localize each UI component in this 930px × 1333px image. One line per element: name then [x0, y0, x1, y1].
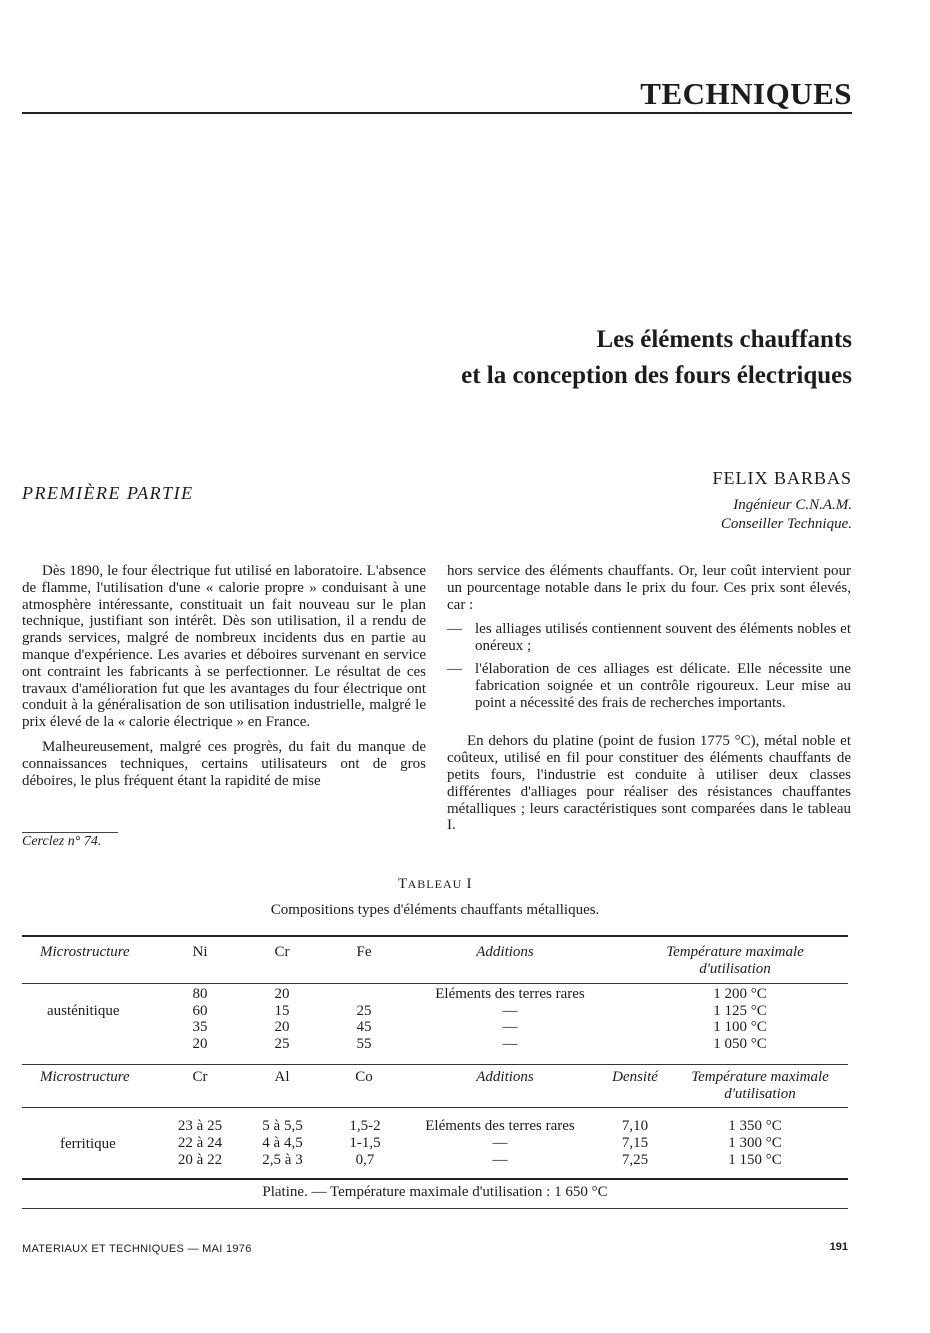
- group-separator: [22, 1064, 848, 1065]
- body-column-left: [22, 563, 426, 797]
- body-column-right: [447, 563, 851, 842]
- cell-ni: 60: [192, 1002, 208, 1019]
- cell-co: 1-1,5: [349, 1135, 381, 1151]
- table-caption: Compositions types d'éléments chauffants métalliques.: [270, 902, 600, 918]
- cell-additions: Eléments des terres rares: [435, 986, 585, 1002]
- header-additions: Additions: [476, 1069, 534, 1085]
- cell-densite: 7,25: [621, 1152, 649, 1168]
- cell-cr: 20 à 22: [177, 1152, 223, 1168]
- table-end-rule: [22, 1208, 848, 1209]
- cell-co: 0,7: [355, 1152, 375, 1168]
- cell-additions: —: [492, 1152, 508, 1168]
- cell-fe: 25: [356, 1002, 372, 1019]
- table-top-rule: [22, 935, 848, 937]
- header-temperature: [630, 944, 840, 977]
- dash-marker: —: [447, 660, 462, 677]
- table-label-initial: T: [397, 876, 408, 892]
- cell-additions: Eléments des terres rares: [425, 1118, 575, 1134]
- header-al: Al: [274, 1069, 290, 1085]
- cell-densite: 7,10: [621, 1118, 649, 1134]
- table-bottom-rule: [22, 1178, 848, 1180]
- header-cr: Cr: [274, 944, 290, 960]
- reader-service-note: Cerclez n° 74.: [22, 834, 102, 849]
- cell-cr: 22 à 24: [177, 1135, 223, 1151]
- cell-additions: —: [502, 1019, 518, 1036]
- section-title: TECHNIQUES: [640, 76, 852, 111]
- paragraph: hors service des éléments chauffants. Or, leur coût intervient pour un pourcentage notable dans le prix du four. Ces prix sont élevés, car :: [447, 563, 851, 613]
- cell-ni: 35: [192, 1019, 208, 1036]
- cell-cr: 20: [274, 1019, 290, 1036]
- cell-temperature: 1 300 °C: [728, 1135, 782, 1151]
- cell-cr: 15: [274, 1002, 290, 1019]
- table-footnote: Platine. — Température maximale d'utilisation : 1 650 °C: [262, 1184, 608, 1200]
- part-label: PREMIÈRE PARTIE: [22, 483, 194, 503]
- cell-al: 5 à 5,5: [262, 1118, 303, 1134]
- cell-fe: 45: [356, 1019, 372, 1036]
- article-title: [461, 322, 852, 394]
- cell-al: 4 à 4,5: [262, 1135, 303, 1151]
- cell-cr: 20: [274, 986, 290, 1002]
- list-item-text: les alliages utilisés contiennent souvent des éléments nobles et onéreux ;: [475, 621, 851, 655]
- table-number: I: [466, 876, 473, 892]
- paragraph: Dès 1890, le four électrique fut utilisé en laboratoire. L'absence de flamme, l'utilisation d'une « calorie propre » conduisant à une atmosphère intéressante, constituait un fait nouveau sur le plan technique, justifiant son intérêt. Dès son utilisation, il a rendu de grands services, malgré de nombreux incidents dus en partie au manque d'expérience. Les avaries et déboires survenant en service ont contraint les fabricants à se perfectionner. Le résultat de ces travaux d'amélioration fut que les avantages du four électrique ont conduit à la généralisation de son utilisation industrielle, malgré le prix élevé de la « calorie électrique » en France.: [22, 563, 426, 731]
- cell-temperature: 1 200 °C: [713, 986, 767, 1002]
- cell-fe: 55: [356, 1035, 372, 1052]
- header-ni: Ni: [192, 944, 208, 960]
- article-title-line2: et la conception des fours électriques: [461, 362, 852, 389]
- group-name-ferritic: ferritique: [60, 1136, 116, 1152]
- cell-al: 2,5 à 3: [262, 1152, 303, 1168]
- article-title-line1: Les éléments chauffants: [596, 326, 852, 353]
- author-role-line1: Ingénieur C.N.A.M.: [733, 497, 852, 513]
- list-item: [447, 661, 851, 711]
- author-affiliation: [552, 474, 852, 534]
- header-temperature-line1: Température maximale: [666, 944, 804, 960]
- cell-additions: —: [502, 1035, 518, 1052]
- cell-temperature: 1 150 °C: [728, 1152, 782, 1168]
- cell-co: 1,5-2: [349, 1118, 381, 1134]
- table-label: [0, 876, 870, 893]
- header-rule: [22, 983, 848, 984]
- cell-temperature: 1 125 °C: [713, 1002, 767, 1019]
- cell-densite: 7,15: [621, 1135, 649, 1151]
- author-role-line2: Conseiller Technique.: [720, 516, 852, 532]
- cell-temperature: 1 350 °C: [728, 1118, 782, 1134]
- header-temperature-line1: Température maximale: [691, 1069, 829, 1085]
- author-name: FELIX BARBAS: [712, 468, 852, 488]
- cell-temperature: 1 050 °C: [713, 1035, 767, 1052]
- header-rule: [22, 112, 852, 114]
- cell-temperature: 1 100 °C: [713, 1019, 767, 1036]
- header-temperature-line2: d'utilisation: [724, 1085, 796, 1102]
- header-rule: [22, 1107, 848, 1108]
- header-temperature: [660, 1069, 860, 1102]
- footnote-rule: [22, 832, 118, 833]
- page-number: 191: [829, 1241, 848, 1253]
- cell-cr: 25: [274, 1035, 290, 1052]
- header-co: Co: [355, 1069, 373, 1085]
- header-additions: Additions: [476, 944, 534, 960]
- group-name-austenitic: austénitique: [47, 1003, 120, 1019]
- paragraph: En dehors du platine (point de fusion 1775 °C), métal noble et coûteux, utilisé en fil pour constituer des éléments chauffants de petits fours, l'industrie est conduite à utiliser deux classes différentes d'alliages pour réaliser des résistances chauffantes métalliques ; leurs caractéristiques sont comparées dans le tableau I.: [447, 733, 851, 834]
- cell-ni: 80: [192, 986, 208, 1002]
- header-densite: Densité: [612, 1069, 658, 1085]
- list-item: [447, 621, 851, 655]
- cell-additions: —: [492, 1135, 508, 1151]
- table-label-rest: ABLEAU: [407, 877, 463, 891]
- header-temperature-line2: d'utilisation: [699, 960, 771, 977]
- header-microstructure: Microstructure: [40, 1069, 130, 1085]
- cell-ni: 20: [192, 1035, 208, 1052]
- paragraph: Malheureusement, malgré ces progrès, du fait du manque de connaissances techniques, certains utilisateurs ont de gros déboires, le plus fréquent étant la rapidité de mise: [22, 738, 426, 789]
- list-item-text: l'élaboration de ces alliages est délicate. Elle nécessite une fabrication soignée et un contrôle rigoureux. Leur mise au point a nécessité des frais de recherches importants.: [475, 660, 851, 711]
- cell-cr: 23 à 25: [177, 1118, 223, 1134]
- header-cr: Cr: [192, 1069, 208, 1085]
- header-fe: Fe: [356, 944, 372, 960]
- header-microstructure: Microstructure: [40, 944, 130, 960]
- cell-additions: —: [502, 1002, 518, 1019]
- dash-marker: —: [447, 621, 462, 638]
- footer-journal: MATERIAUX ET TECHNIQUES — MAI 1976: [22, 1243, 252, 1255]
